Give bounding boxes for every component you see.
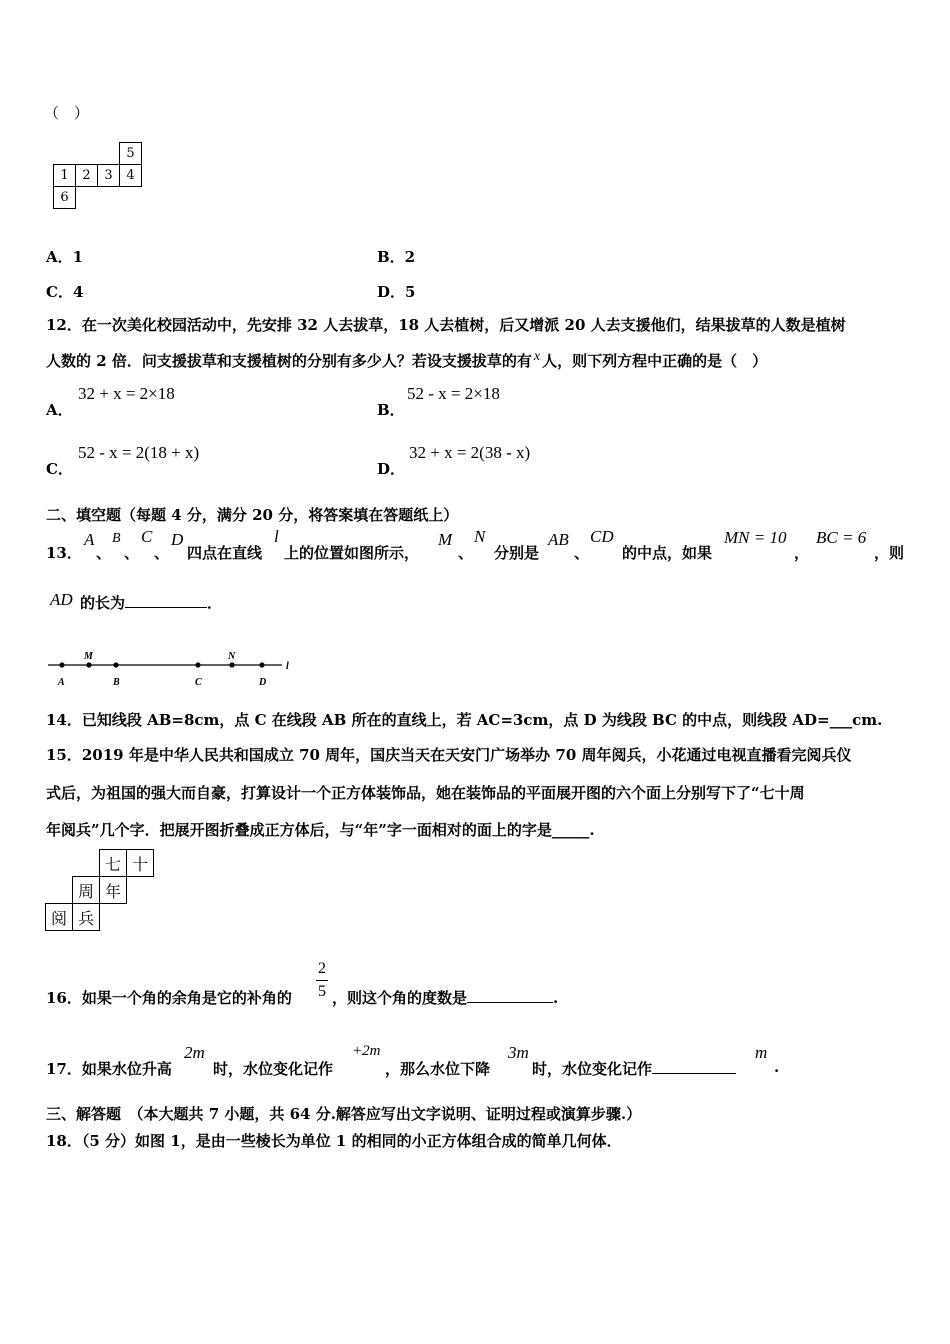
q13-sep5: 、: [574, 544, 590, 562]
q16-denominator: 5: [318, 983, 326, 1000]
q11-option-d[interactable]: D．5: [377, 283, 416, 301]
figure-point-b: [113, 662, 118, 667]
q17-text4-label: 时，水位变化记作: [532, 1060, 653, 1078]
q13-point-c: C: [141, 527, 153, 546]
face-shi: 十: [127, 850, 154, 877]
q13-text4: 的中点，如果: [622, 544, 713, 562]
q12-line1: 12．在一次美化校园活动中，先安排 32 人去拔草，18 人去植树，后又增派 20 人去支援他们，结果拔草的人数是植树: [46, 316, 846, 334]
q12-variable: x: [533, 349, 541, 364]
q11-option-c[interactable]: C．4: [46, 283, 84, 301]
cube-net-characters: [45, 849, 154, 931]
q18-text: 18．（5 分）如图 1，是由一些棱长为单位 1 的相同的小正方体组合成的简单几何体．: [46, 1132, 622, 1150]
q16-text2-label: ，则这个角的度数是: [332, 989, 468, 1007]
q16-answer-blank[interactable]: [467, 1002, 553, 1003]
face-zhou: 周: [73, 877, 100, 904]
q14-text: 14．已知线段 AB=8cm，点 C 在线段 AB 所在的直线上，若 AC=3cm，点 D 为线段 BC 的中点，则线段 AD=___cm.: [46, 711, 883, 729]
q12-option-c-label[interactable]: C．: [46, 460, 73, 478]
q17-text1: 17．如果水位升高: [46, 1060, 172, 1078]
q17-text4: [532, 1058, 736, 1079]
face-nian: 年: [100, 877, 127, 904]
q13-bc-condition: BC = 6: [816, 528, 867, 547]
q13-answer-blank[interactable]: [125, 607, 207, 608]
figure-point-a: [59, 662, 64, 667]
figure-point-d: [259, 662, 264, 667]
q13-text2: 上的位置如图所示，: [284, 544, 420, 562]
q15-line2: 式后，为祖国的强大而自豪，打算设计一个正方体装饰品，她在装饰品的平面展开图的六个面上分别写下了“七十周: [46, 784, 805, 802]
section-3-heading: 三、解答题 （本大题共 7 小题，共 64 分.解答应写出文字说明、证明过程或演算步骤.）: [46, 1105, 642, 1123]
q12-line2-a: 人数的 2 倍．问支援拔草和支援植树的分别有多少人？若设支援拔草的有: [46, 352, 532, 370]
q15-line1: 15．2019 年是中华人民共和国成立 70 周年，国庆当天在天安门广场举办 70 周年阅兵，小花通过电视直播看完阅兵仪: [46, 746, 852, 764]
q17-text3: ，那么水位下降: [385, 1060, 491, 1078]
section-2-heading: 二、填空题（每题 4 分，满分 20 分，将答案填在答题纸上）: [46, 506, 459, 524]
face-bing: 兵: [73, 904, 100, 931]
q12-option-a-label[interactable]: A．: [46, 401, 73, 419]
figure-label-b: B: [113, 677, 120, 688]
q13-number: 13．: [46, 544, 82, 562]
q13-point-n: N: [474, 527, 486, 546]
q13-segment-ad: AD: [50, 590, 73, 609]
q17-value-fall: 3m: [508, 1043, 529, 1062]
q12-option-a-equation: 32 + x = 2×18: [78, 384, 175, 403]
q12-option-b-label[interactable]: B．: [377, 401, 405, 419]
q13-point-d: D: [171, 530, 184, 549]
face-yue: 阅: [46, 904, 73, 931]
q12-option-c-equation: 52 - x = 2(18 + x): [78, 443, 200, 462]
q16-fraction-bar: [316, 980, 328, 981]
q17-unit: m: [755, 1043, 768, 1062]
q17-value-rise: 2m: [184, 1043, 205, 1062]
q13-text6-label: 的长为: [80, 594, 126, 612]
q17-value-record: +2m: [352, 1043, 381, 1059]
q13-point-a: A: [84, 530, 95, 549]
q13-sep4: 、: [458, 544, 474, 562]
q13-text6: [80, 592, 222, 613]
q16-text2: [332, 987, 558, 1008]
net-cell-2: 2: [76, 165, 98, 187]
q13-text5: ，则: [874, 544, 905, 562]
q13-period: ．: [207, 594, 223, 612]
q12-line2-b: 人，则下列方程中正确的是（ ）: [542, 352, 768, 370]
q11-option-a[interactable]: A．1: [46, 248, 84, 266]
q13-line-l: l: [274, 527, 279, 546]
figure-point-c: [195, 662, 200, 667]
cube-net-figure: [53, 142, 142, 209]
q13-point-b: B: [112, 531, 121, 546]
q12-option-d-label[interactable]: D．: [377, 460, 406, 478]
figure-label-n: N: [228, 651, 236, 662]
q13-sep1: 、: [96, 544, 112, 562]
q17-end: .: [774, 1058, 780, 1076]
q11-option-b[interactable]: B．2: [377, 248, 416, 266]
q13-point-m: M: [438, 530, 453, 549]
net-cell-5: 5: [120, 143, 142, 165]
q12-option-d-equation: 32 + x = 2(38 - x): [409, 443, 531, 462]
q17-answer-blank[interactable]: [652, 1073, 736, 1074]
q13-mn-condition: MN = 10: [724, 528, 787, 547]
q13-comma: ，: [794, 544, 810, 562]
figure-label-l: l: [286, 661, 289, 672]
q13-line-figure: [44, 650, 304, 690]
figure-point-n: [229, 662, 234, 667]
q16-text1: 16．如果一个角的余角是它的补角的: [46, 989, 292, 1007]
net-cell-3: 3: [98, 165, 120, 187]
q13-sep2: 、: [124, 544, 140, 562]
net-cell-4: 4: [120, 165, 142, 187]
net-cell-1: 1: [54, 165, 76, 187]
face-qi: 七: [100, 850, 127, 877]
q13-text3: 分别是: [494, 544, 540, 562]
q16-numerator: 2: [318, 960, 326, 977]
q17-text2: 时，水位变化记作: [213, 1060, 334, 1078]
q15-line3: 年阅兵”几个字．把展开图折叠成正方体后，与“年”字一面相对的面上的字是_____.: [46, 821, 595, 839]
q13-segment-cd: CD: [590, 527, 614, 546]
q12-line2: [46, 350, 767, 371]
figure-label-a: A: [58, 677, 65, 688]
q16-end: .: [553, 989, 559, 1007]
figure-label-c: C: [195, 677, 202, 688]
q16-fraction: [314, 960, 330, 1001]
q13-sep3: 、: [154, 544, 170, 562]
figure-label-m: M: [84, 651, 93, 662]
figure-point-m: [86, 662, 91, 667]
net-cell-6: 6: [54, 187, 76, 209]
figure-label-d: D: [259, 677, 267, 688]
q11-answer-parens: （ ）: [44, 104, 90, 122]
q13-text1: 四点在直线: [187, 544, 263, 562]
q13-segment-ab: AB: [548, 530, 569, 549]
q12-option-b-equation: 52 - x = 2×18: [407, 384, 500, 403]
